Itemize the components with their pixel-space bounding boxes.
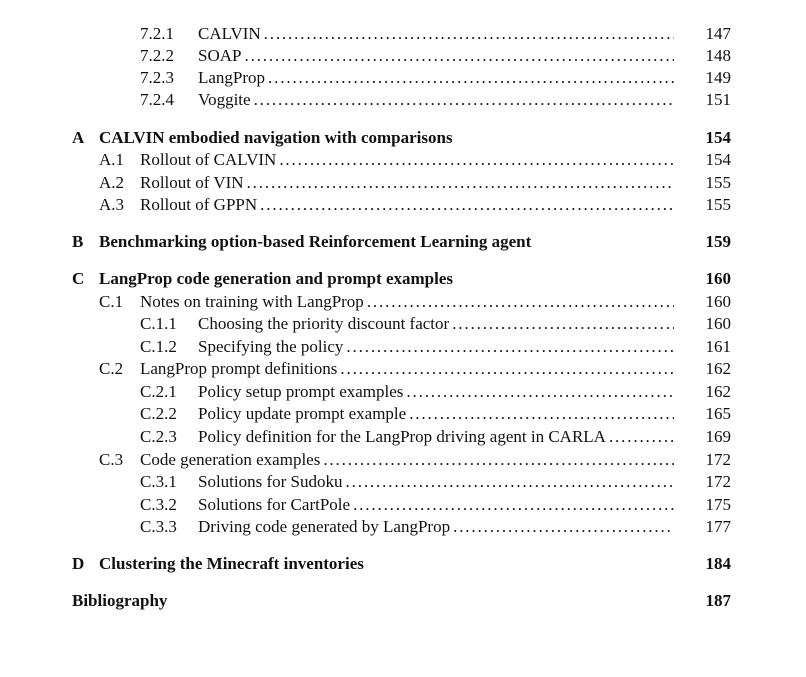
dot-leader (346, 473, 674, 490)
dot-leader (346, 338, 674, 355)
chapter-title: LangProp code generation and prompt examples (99, 269, 454, 288)
page-number: 165 (705, 404, 731, 423)
dot-leader (609, 428, 674, 445)
page-number: 148 (705, 46, 731, 65)
page-number: 154 (705, 128, 731, 147)
toc-bibliography[interactable] (72, 592, 731, 612)
section-title: Rollout of CALVIN (140, 150, 277, 169)
chapter-letter: B (72, 232, 84, 251)
section-number: C.2.3 (140, 427, 177, 446)
dot-leader (340, 360, 674, 377)
page-number: 162 (705, 382, 731, 401)
toc-entry-c-2[interactable] (99, 360, 731, 380)
section-title: Specifying the policy (198, 337, 344, 356)
section-title: Choosing the priority discount factor (198, 314, 450, 333)
toc-entry-c-3-3[interactable] (140, 518, 731, 538)
section-number: C.3 (99, 450, 124, 469)
section-title: Solutions for Sudoku (198, 472, 343, 491)
section-title: Notes on training with LangProp (140, 292, 364, 311)
section-number: C.3.2 (140, 495, 177, 514)
toc-chapter-d[interactable] (72, 555, 731, 575)
chapter-title: CALVIN embodied navigation with comparisons (99, 128, 453, 147)
chapter-letter: C (72, 269, 85, 288)
section-title: LangProp prompt definitions (140, 359, 338, 378)
toc-entry-a-2[interactable] (99, 174, 731, 194)
section-number: 7.2.2 (140, 46, 174, 65)
section-number: A.2 (99, 173, 125, 192)
toc-entry-7-2-1[interactable] (140, 25, 731, 45)
chapter-title: Clustering the Minecraft inventories (99, 554, 364, 573)
section-number: 7.2.3 (140, 68, 174, 87)
toc-entry-c-3-2[interactable] (140, 496, 731, 516)
section-number: A.1 (99, 150, 125, 169)
toc-entry-7-2-3[interactable] (140, 69, 731, 89)
dot-leader (264, 25, 674, 42)
chapter-title: Bibliography (72, 591, 168, 610)
section-title: Policy update prompt example (198, 404, 407, 423)
section-number: C.1.1 (140, 314, 177, 333)
dot-leader (452, 315, 674, 332)
page-number: 161 (705, 337, 731, 356)
section-number: C.1 (99, 292, 124, 311)
section-number: A.3 (99, 195, 125, 214)
dot-leader (268, 69, 674, 86)
page-number: 149 (705, 68, 731, 87)
toc-entry-c-3-1[interactable] (140, 473, 731, 493)
page-number: 160 (705, 269, 731, 288)
toc-chapter-c[interactable] (72, 270, 731, 290)
dot-leader (279, 151, 674, 168)
section-title: Code generation examples (140, 450, 321, 469)
section-number: C.2.2 (140, 404, 177, 423)
section-title: LangProp (198, 68, 266, 87)
page-number: 159 (705, 232, 731, 251)
dot-leader (406, 383, 674, 400)
toc-entry-c-2-1[interactable] (140, 383, 731, 403)
toc-entry-a-3[interactable] (99, 196, 731, 216)
page-number: 175 (705, 495, 731, 514)
page-number: 147 (705, 24, 731, 43)
section-number: 7.2.4 (140, 90, 174, 109)
chapter-letter: A (72, 128, 85, 147)
section-number: C.1.2 (140, 337, 177, 356)
section-number: 7.2.1 (140, 24, 174, 43)
dot-leader (244, 47, 674, 64)
page-number: 187 (705, 591, 731, 610)
section-title: CALVIN (198, 24, 261, 43)
dot-leader (409, 405, 674, 422)
toc-entry-7-2-4[interactable] (140, 91, 731, 111)
section-title: SOAP (198, 46, 242, 65)
toc-entry-c-1-2[interactable] (140, 338, 731, 358)
section-title: Voggite (198, 90, 251, 109)
section-title: Policy definition for the LangProp driving agent in CARLA (198, 427, 606, 446)
page-number: 172 (705, 472, 731, 491)
toc-entry-7-2-2[interactable] (140, 47, 731, 67)
dot-leader (367, 293, 674, 310)
dot-leader (453, 518, 674, 535)
section-title: Policy setup prompt examples (198, 382, 404, 401)
dot-leader (323, 451, 674, 468)
section-number: C.2 (99, 359, 124, 378)
page-number: 169 (705, 427, 731, 446)
page-number: 162 (705, 359, 731, 378)
chapter-letter: D (72, 554, 85, 573)
chapter-title: Benchmarking option-based Reinforcement Learning agent (99, 232, 532, 251)
dot-leader (353, 496, 674, 513)
page-number: 177 (705, 517, 731, 536)
section-number: C.2.1 (140, 382, 177, 401)
page-number: 172 (705, 450, 731, 469)
section-title: Rollout of GPPN (140, 195, 258, 214)
toc-entry-c-1[interactable] (99, 293, 731, 313)
toc-entry-a-1[interactable] (99, 151, 731, 171)
toc-entry-c-3[interactable] (99, 451, 731, 471)
page-number: 155 (705, 173, 731, 192)
page-number: 184 (705, 554, 731, 573)
page-number: 151 (705, 90, 731, 109)
toc-chapter-b[interactable] (72, 233, 731, 253)
section-title: Solutions for CartPole (198, 495, 351, 514)
page-number: 160 (705, 292, 731, 311)
page-number: 160 (705, 314, 731, 333)
dot-leader (254, 91, 674, 108)
page-number: 155 (705, 195, 731, 214)
section-number: C.3.1 (140, 472, 177, 491)
toc-entry-c-1-1[interactable] (140, 315, 731, 335)
section-title: Rollout of VIN (140, 173, 244, 192)
dot-leader (260, 196, 674, 213)
toc-entry-c-2-3[interactable] (140, 428, 731, 448)
toc-entry-c-2-2[interactable] (140, 405, 731, 425)
section-title: Driving code generated by LangProp (198, 517, 451, 536)
page-number: 154 (705, 150, 731, 169)
toc-chapter-a[interactable] (72, 129, 731, 149)
dot-leader (247, 174, 674, 191)
section-number: C.3.3 (140, 517, 177, 536)
